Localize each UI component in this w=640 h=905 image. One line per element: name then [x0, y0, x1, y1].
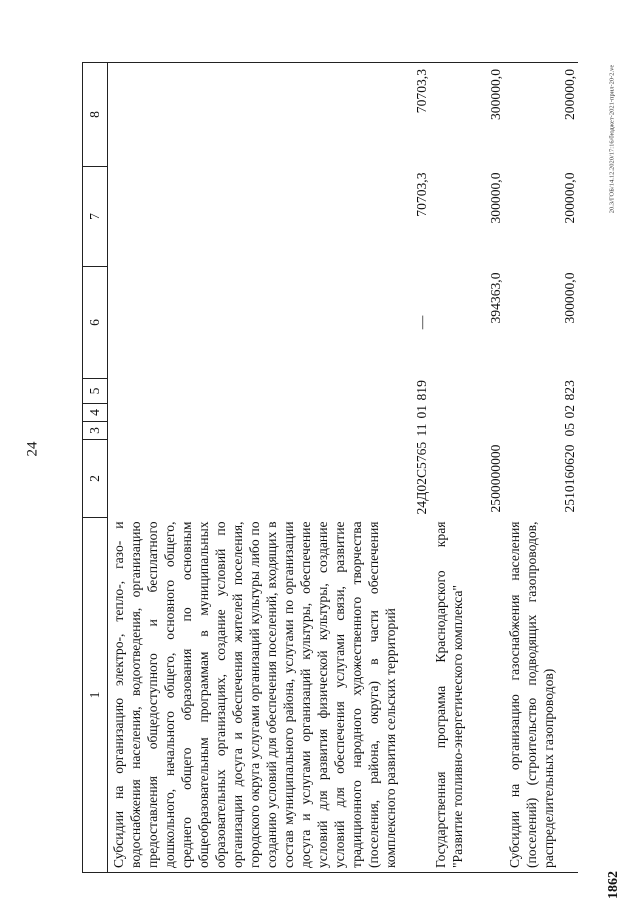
table-row [108, 63, 431, 873]
row-value-7: 300000,0 [488, 172, 503, 224]
budget-table [82, 62, 578, 873]
row-csr: 24Д02С5765 [414, 441, 429, 515]
rotated-table-container [82, 63, 577, 873]
header-col-3: 3 [83, 422, 108, 440]
row-vr: 823 [562, 380, 577, 401]
header-col-5: 5 [83, 379, 108, 404]
row-name: Субсидии на организацию газоснабжения населения (поселений) (строительство подводящих газопроводов, распределительных газопроводов) [504, 518, 578, 873]
header-col-8: 8 [83, 63, 108, 167]
row-vr: 819 [414, 380, 429, 401]
row-value-8: 70703,3 [108, 63, 431, 167]
row-value-6: 300000,0 [562, 272, 577, 324]
row-value-7: 200000,0 [562, 172, 577, 224]
row-value-6: 394363,0 [488, 272, 503, 324]
table-row [430, 63, 504, 873]
row-vr [430, 379, 504, 404]
header-col-1: 1 [83, 518, 108, 873]
row-name: Субсидии на организацию электро-, тепло-, газо- и водоснабжения населения, водоотведения, организацию предоставления общедоступного и бесплатного дошкольного, начального общего, основного общего, среднего общего образования по основным общеобразовательным программам в муниципальных образовательных организациях, создание условий по организации досуга и обеспечения жителей поселения, городского округа услугами организаций культуры либо по созданию условий для обеспечения поселений, входящих в состав муниципального района, услугами по организации досуга и услугами организаций культуры, обеспечение условий для развития физической культуры, создание условий для обеспечения услугами связи, развитие традиционного народного художественного творчества (поселения, района, округа) в части обеспечения комплексного развития сельских территорий [108, 518, 431, 873]
header-col-7: 7 [83, 167, 108, 267]
row-csr: 2500000000 [488, 444, 503, 513]
table-row [504, 63, 578, 873]
row-name: Государственная программа Краснодарского края "Развитие топливно-энергетического комплекса" [430, 518, 504, 873]
row-value-8: 300000,0 [430, 63, 504, 167]
row-pr: 01 [414, 404, 429, 419]
header-col-2: 2 [83, 440, 108, 518]
row-pr [430, 404, 504, 422]
row-pr: 02 [562, 404, 577, 419]
row-value-7: 70703,3 [414, 172, 429, 217]
page-number: 24 [24, 441, 41, 457]
row-rz: 11 [414, 423, 429, 437]
footer-page-number: 1862 [606, 871, 621, 899]
document-stamp: 20.3/ГОБ/14.12.2020/17:16/бюджет-2021-прил-20-2.ve [608, 64, 616, 214]
row-csr: 2510160620 [562, 444, 577, 513]
row-rz [430, 422, 504, 440]
row-value-6: — [414, 315, 429, 330]
header-row [83, 63, 108, 873]
row-value-8: 200000,0 [504, 63, 578, 167]
header-col-4: 4 [83, 404, 108, 422]
row-rz: 05 [562, 422, 577, 437]
header-col-6: 6 [83, 267, 108, 379]
